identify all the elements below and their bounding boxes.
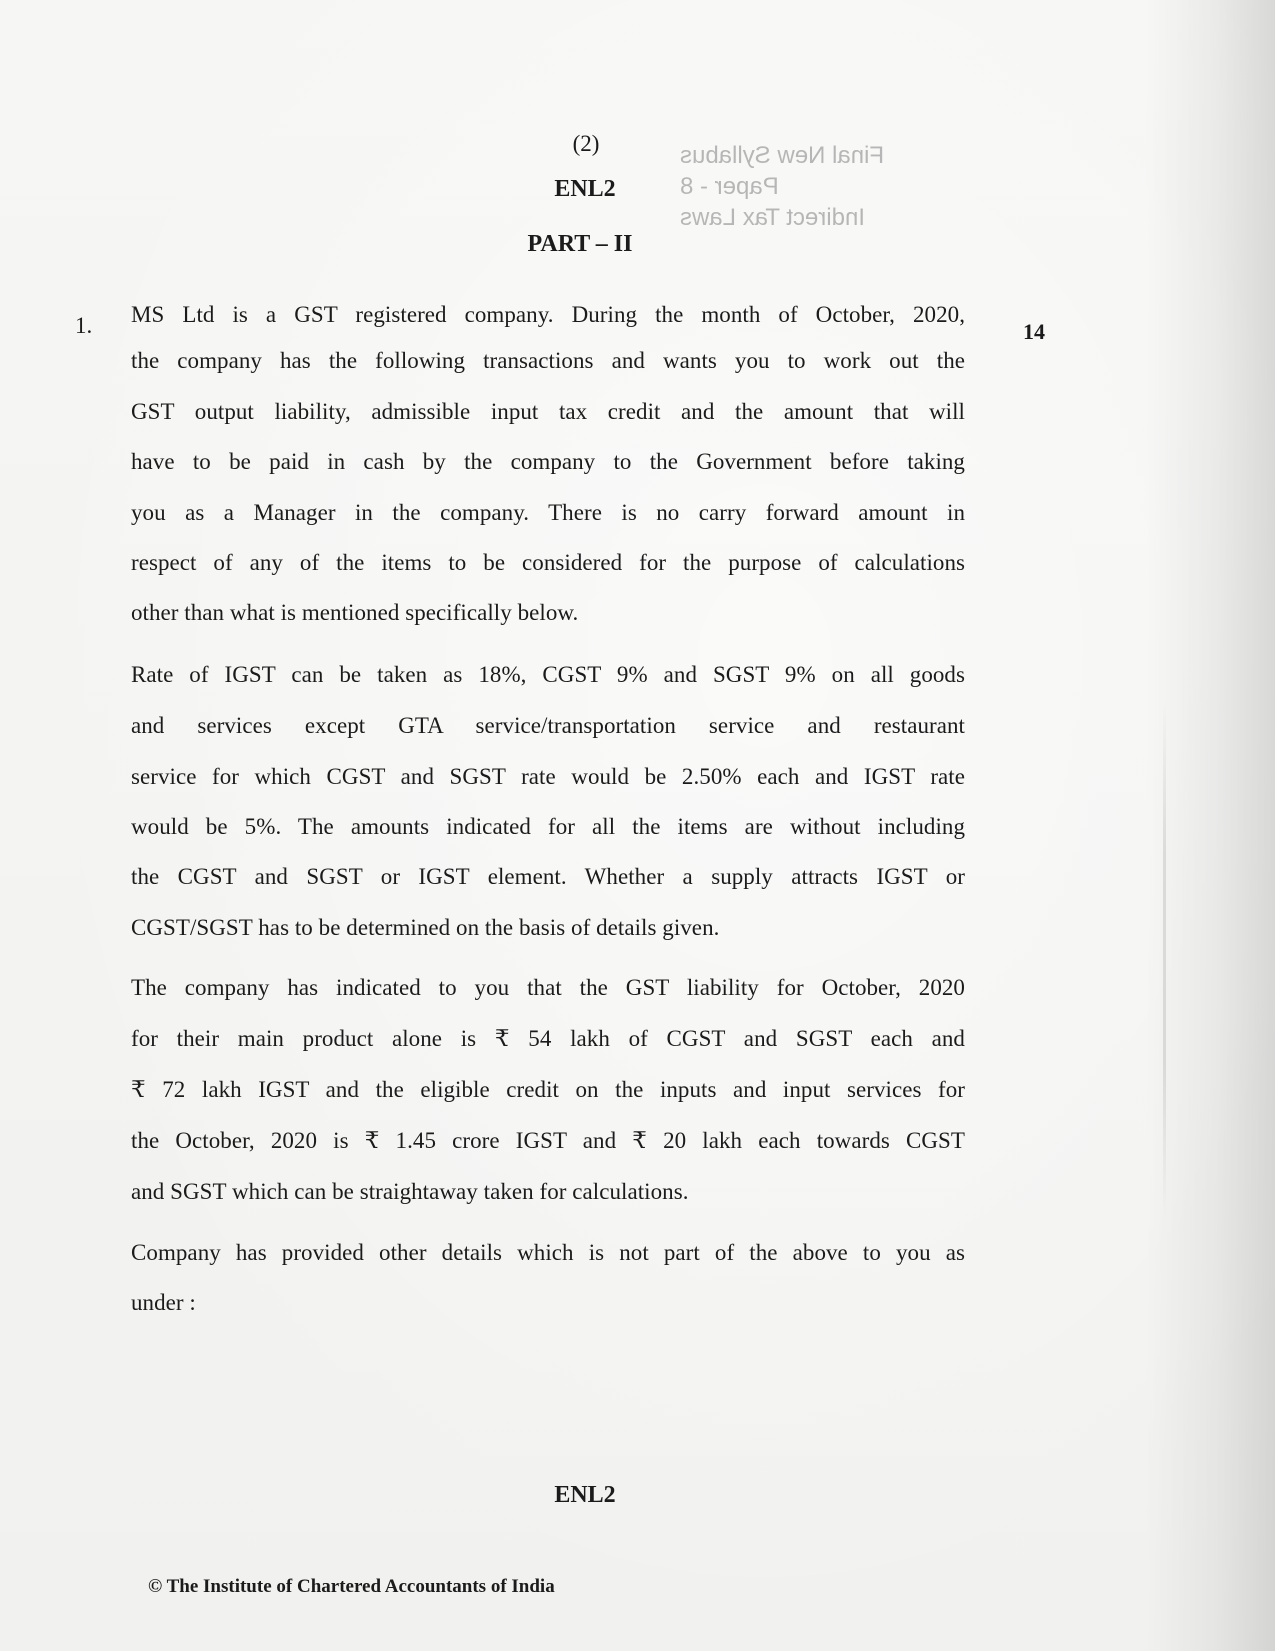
question-text-line: under : — [131, 1290, 196, 1315]
copyright-notice: © The Institute of Chartered Accountants of India — [148, 1576, 555, 1597]
question-text-line: respect of any of the items to be considered for the purpose of calculations — [131, 550, 965, 575]
stamp-line: Paper - 8 — [680, 173, 779, 200]
question-text-line: service for which CGST and SGST rate would be 2.50% each and IGST rate — [131, 764, 965, 789]
scan-fold-line — [1163, 700, 1166, 1220]
bleed-through-stamp — [680, 140, 980, 233]
paper-code-footer: ENL2 — [554, 1482, 616, 1508]
question-text-line: the CGST and SGST or IGST element. Whether a supply attracts IGST or — [131, 864, 965, 889]
page-number: (2) — [572, 131, 600, 156]
stamp-line: Indirect Tax Laws — [680, 204, 865, 231]
question-number: 1. — [75, 313, 93, 338]
question-text-line: for their main product alone is ₹ 54 lakh of CGST and SGST each and — [131, 1026, 965, 1051]
question-text-line: the October, 2020 is ₹ 1.45 crore IGST and ₹ 20 lakh each towards CGST — [131, 1128, 965, 1153]
question-text-line: GST output liability, admissible input tax credit and the amount that will — [131, 399, 965, 424]
question-text-line: MS Ltd is a GST registered company. During the month of October, 2020, — [131, 302, 965, 327]
question-text-line: and SGST which can be straightaway taken for calculations. — [131, 1179, 689, 1204]
question-text-line: The company has indicated to you that the GST liability for October, 2020 — [131, 975, 965, 1000]
question-text-line: ₹ 72 lakh IGST and the eligible credit on the inputs and input services for — [131, 1077, 965, 1102]
question-text-line: Company has provided other details which is not part of the above to you as — [131, 1240, 965, 1265]
question-text-line: other than what is mentioned specifically below. — [131, 600, 579, 625]
question-text-line: you as a Manager in the company. There is no carry forward amount in — [131, 500, 965, 525]
stamp-line: Final New Syllabus — [680, 142, 885, 169]
question-text-line: the company has the following transactions and wants you to work out the — [131, 348, 965, 373]
question-text-line: have to be paid in cash by the company to the Government before taking — [131, 449, 965, 474]
question-marks: 14 — [1023, 319, 1045, 344]
paper-code-header: ENL2 — [554, 176, 616, 202]
part-heading: PART – II — [527, 231, 633, 257]
question-text-line: and services except GTA service/transportation service and restaurant — [131, 713, 965, 738]
question-text-line: would be 5%. The amounts indicated for all the items are without including — [131, 814, 965, 839]
question-text-line: CGST/SGST has to be determined on the basis of details given. — [131, 915, 720, 940]
question-text-line: Rate of IGST can be taken as 18%, CGST 9% and SGST 9% on all goods — [131, 662, 965, 687]
